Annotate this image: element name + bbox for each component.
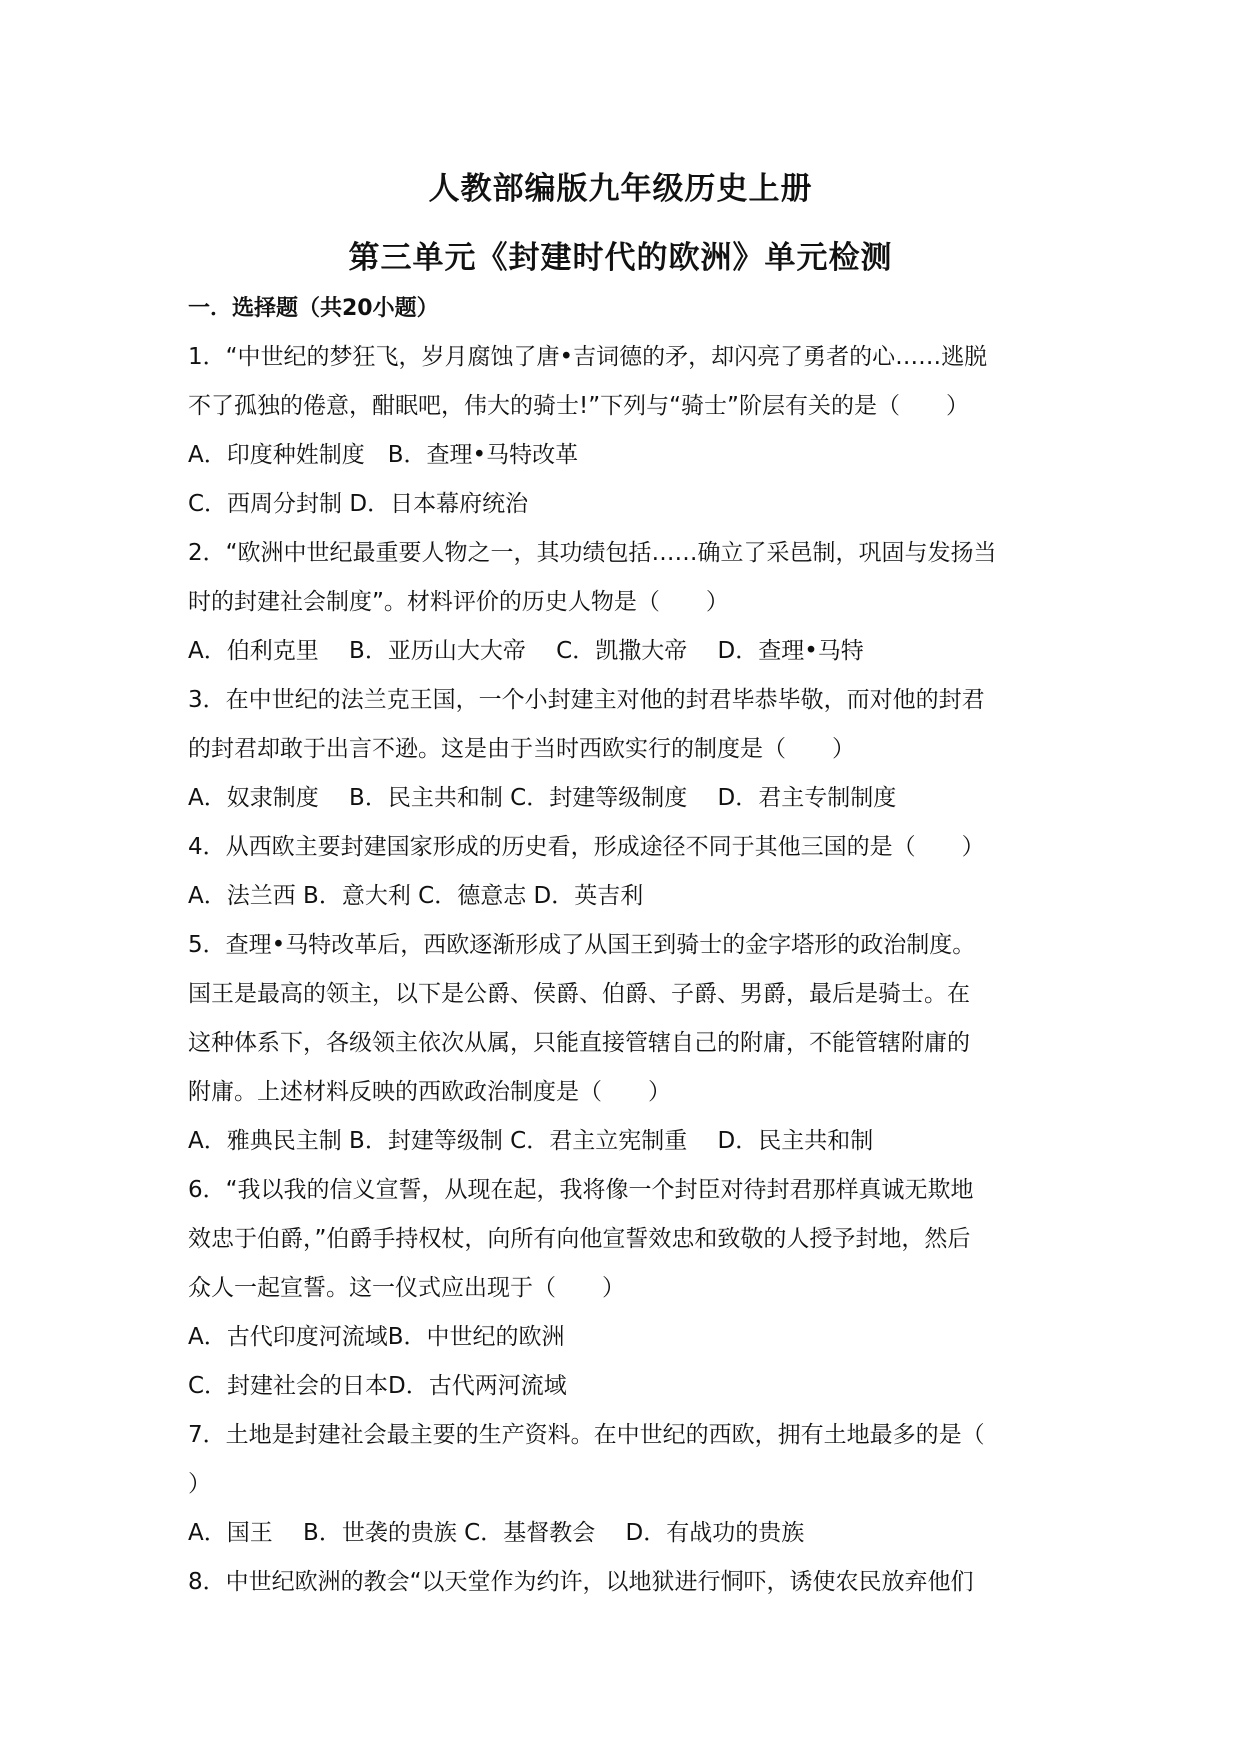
option-line: A．法兰西 B．意大利 C．德意志 D．英吉利: [188, 883, 644, 909]
text-line: 1．“中世纪的梦狂飞，岁月腐蚀了唐•吉词德的矛，却闪亮了勇者的心……逃脱: [188, 344, 988, 370]
document-subtitle: 第三单元《封建时代的欧洲》单元检测: [348, 240, 893, 276]
text-line: 国王是最高的领主，以下是公爵、侯爵、伯爵、子爵、男爵，最后是骑士。在: [188, 981, 970, 1007]
text-line: 众人一起宣誓。这一仪式应出现于（ ）: [188, 1275, 625, 1301]
text-line: 4．从西欧主要封建国家形成的历史看，形成途径不同于其他三国的是（ ）: [188, 834, 985, 860]
document-title: 人教部编版九年级历史上册: [428, 171, 813, 207]
text-line: 3．在中世纪的法兰克王国，一个小封建主对他的封君毕恭毕敬，而对他的封君: [188, 687, 985, 713]
text-line: 不了孤独的倦意，酣眠吧，伟大的骑士!”下列与“骑士”阶层有关的是（ ）: [188, 393, 969, 419]
text-line: 这种体系下，各级领主依次从属，只能直接管辖自己的附庸，不能管辖附庸的: [188, 1030, 970, 1056]
question-body: [188, 333, 1068, 1607]
text-line: ）: [188, 1471, 211, 1497]
text-line: 8．中世纪欧洲的教会“以天堂作为约许，以地狱进行恫吓，诱使农民放弃他们: [188, 1569, 974, 1595]
option-line: A．国王 B．世袭的贵族 C．基督教会 D．有战功的贵族: [188, 1520, 805, 1546]
text-line: 2．“欧洲中世纪最重要人物之一，其功绩包括……确立了采邑制，巩固与发扬当: [188, 540, 997, 566]
text-line: 附庸。上述材料反映的西欧政治制度是（ ）: [188, 1079, 671, 1105]
text-line: 5．查理•马特改革后，西欧逐渐形成了从国王到骑士的金字塔形的政治制度。: [188, 932, 976, 958]
option-line: C．西周分封制 D．日本幕府统治: [188, 491, 529, 517]
section-heading: 一．选择题（共20小题）: [188, 296, 439, 321]
text-line: 时的封建社会制度”。材料评价的历史人物是（ ）: [188, 589, 729, 615]
text-line: 效忠于伯爵，”伯爵手持权杖，向所有向他宣誓效忠和致敬的人授予封地，然后: [188, 1226, 971, 1252]
text-line: 7．土地是封建社会最主要的生产资料。在中世纪的西欧，拥有土地最多的是（: [188, 1422, 985, 1448]
text-line: 6．“我以我的信义宣誓，从现在起，我将像一个封臣对待封君那样真诚无欺地: [188, 1177, 974, 1203]
option-line: A．雅典民主制 B．封建等级制 C．君主立宪制重 D．民主共和制: [188, 1128, 874, 1154]
option-line: A．印度种姓制度 B．查理•马特改革: [188, 442, 579, 468]
option-line: A．奴隶制度 B．民主共和制 C．封建等级制度 D．君主专制制度: [188, 785, 897, 811]
option-line: C．封建社会的日本D．古代两河流域: [188, 1373, 567, 1399]
option-line: A．伯利克里 B．亚历山大大帝 C．凯撒大帝 D．查理•马特: [188, 638, 864, 664]
option-line: A．古代印度河流域B．中世纪的欧洲: [188, 1324, 565, 1350]
text-line: 的封君却敢于出言不逊。这是由于当时西欧实行的制度是（ ）: [188, 736, 855, 762]
